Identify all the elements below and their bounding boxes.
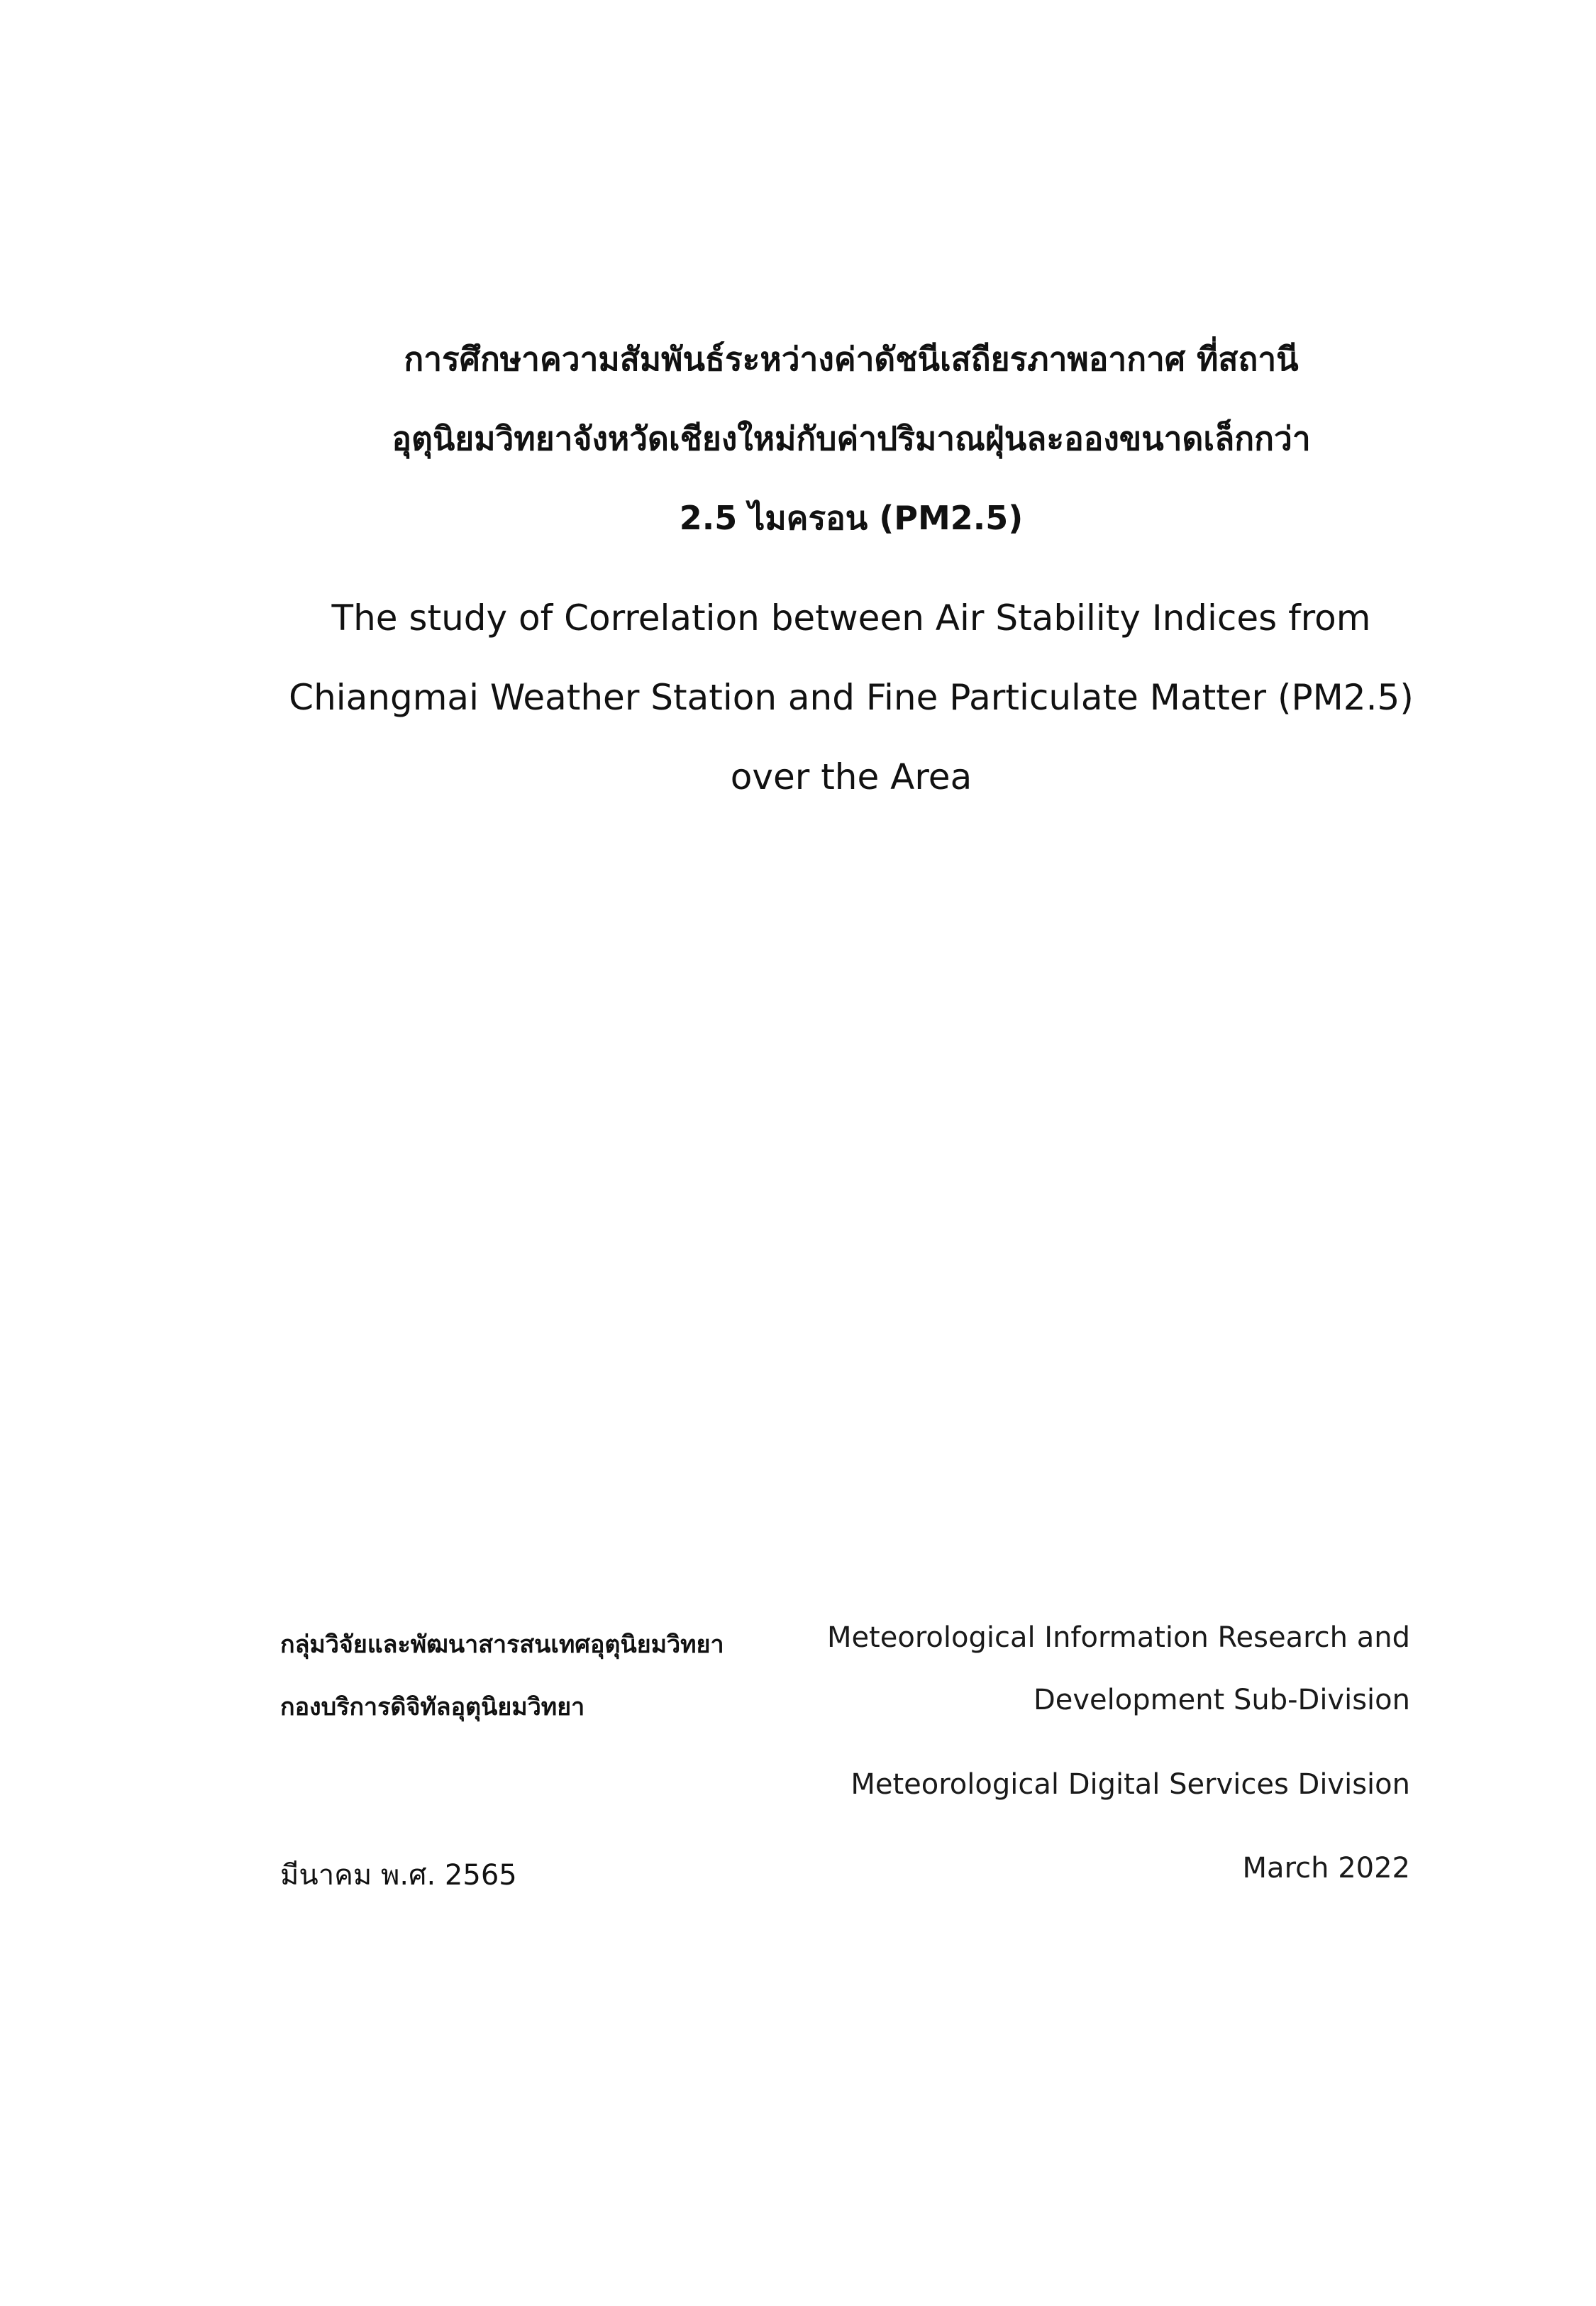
thai-title-line-2: อุตุนิยมวิทยาจังหวัดเชียงใหม่กับค่าปริมาณฝุ่นละอองขนาดเล็กกว่า — [392, 419, 1311, 458]
english-title-line-1: The study of Correlation between Air Stability Indices from — [331, 597, 1371, 639]
thai-title-line-1: การศึกษาความสัมพันธ์ระหว่างค่าดัชนีเสถียรภาพอากาศ ที่สถานี — [404, 340, 1299, 378]
english-date: March 2022 — [1242, 1852, 1410, 1885]
thai-title — [213, 319, 1490, 558]
thai-subdivision: กลุ่มวิจัยและพัฒนาสารสนเทศอุตุนิยมวิทยา — [280, 1631, 724, 1659]
english-title-line-3: over the Area — [730, 756, 972, 798]
thai-division: กองบริการดิจิทัลอุตุนิยมวิทยา — [280, 1693, 585, 1721]
english-division: Meteorological Digital Services Division — [850, 1768, 1410, 1801]
english-subdivision-line-2: Development Sub-Division — [1033, 1684, 1410, 1716]
english-title — [213, 578, 1490, 817]
english-title-line-2: Chiangmai Weather Station and Fine Particulate Matter (PM2.5) — [289, 677, 1414, 718]
english-subdivision-line-1: Meteorological Information Research and — [826, 1621, 1410, 1654]
thai-title-line-3: 2.5 ไมครอน (PM2.5) — [679, 499, 1024, 537]
thai-date: มีนาคม พ.ศ. 2565 — [280, 1859, 517, 1892]
